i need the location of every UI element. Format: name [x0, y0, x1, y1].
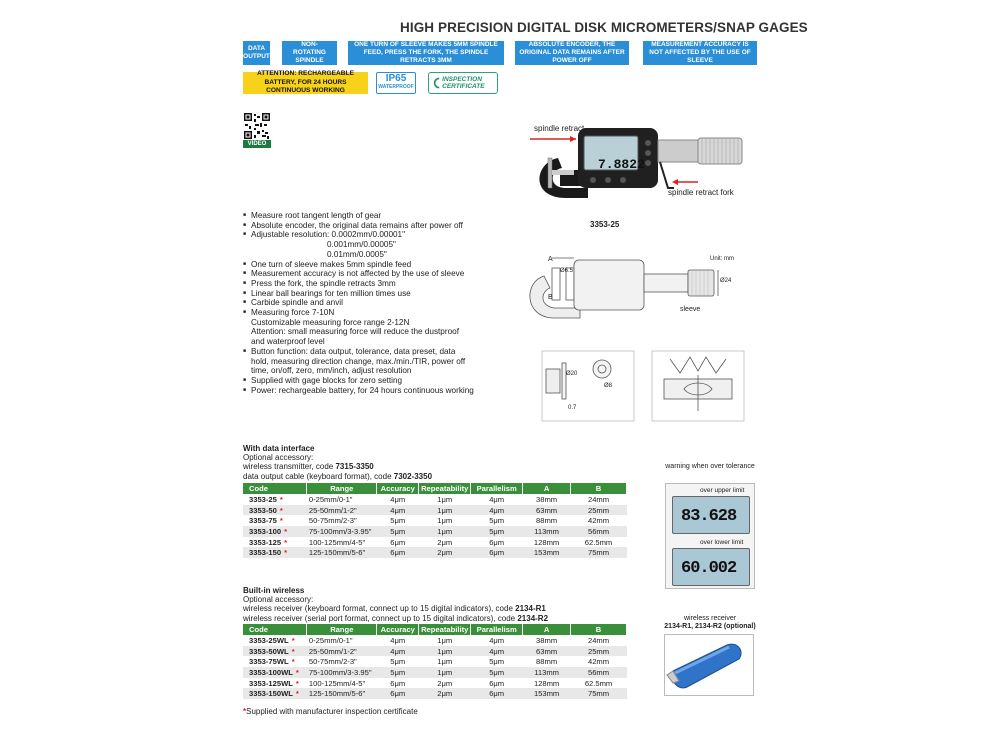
- cell-text: 88mm: [536, 657, 558, 667]
- inspection-certificate-badge: [428, 72, 498, 94]
- table-row: [243, 547, 627, 558]
- table-cell: [377, 547, 419, 558]
- cell-text: 63mm: [536, 505, 558, 515]
- cell-text: 50-75mm/2-3": [308, 516, 357, 526]
- table-cell: [571, 678, 627, 689]
- table-cell: [471, 646, 523, 657]
- footnote: [243, 707, 418, 716]
- certificate-star: *: [291, 635, 295, 645]
- dim-d4: Ø8: [604, 383, 613, 389]
- cell-text: 3353-50: [249, 505, 277, 515]
- resolution-extra-2: 0.01mm/0.0005": [327, 249, 387, 259]
- table-header-row: [243, 483, 627, 494]
- section1-line1: Optional accessory:: [243, 453, 314, 462]
- cell-text: 2μm: [437, 678, 453, 688]
- list-item: ■ Linear ball bearings for ten million times use: [243, 289, 543, 299]
- section-built-in-wireless: [243, 586, 643, 623]
- cell-text: 6μm: [390, 537, 406, 547]
- section2-line3-text: wireless receiver (serial port format, connect up to 15 digital indicators), code: [243, 613, 518, 623]
- table-header-cell: Repeatability: [419, 624, 471, 635]
- cell-text: 1μm: [437, 494, 453, 504]
- table-cell: [571, 667, 627, 678]
- table-cell: [307, 515, 377, 526]
- section1-line3-text: data output cable (keyboard format), code: [243, 471, 394, 481]
- table-cell: [571, 646, 627, 657]
- section-data-interface: [243, 444, 633, 481]
- table-cell: [419, 537, 471, 548]
- cell-text: 5μm: [390, 657, 406, 667]
- certificate-star: *: [279, 516, 283, 526]
- page-title: HIGH PRECISION DIGITAL DISK MICROMETERS/SNAP GAGES: [400, 20, 808, 35]
- table-cell: [419, 515, 471, 526]
- table-cell: [419, 635, 471, 646]
- table-header-cell: Code: [243, 624, 307, 635]
- unit-label: Unit: mm: [710, 256, 734, 262]
- cell-text: 3353-50WL: [249, 646, 289, 656]
- table-cell: [419, 494, 471, 505]
- cell-text: 75mm: [587, 548, 610, 558]
- code-cell: [243, 537, 307, 548]
- table-cell: [571, 515, 627, 526]
- cell-text: 4μm: [390, 635, 406, 645]
- upper-limit-label: over upper limit: [700, 487, 745, 494]
- table-cell: [471, 667, 523, 678]
- cell-text: 3353-75WL: [249, 657, 289, 667]
- lcd-lower: [672, 548, 750, 586]
- table-cell: [471, 526, 523, 537]
- table-cell: [471, 635, 523, 646]
- table-cell: [571, 494, 627, 505]
- list-item: ■ Measure root tangent length of gear: [243, 211, 543, 221]
- cell-text: 50-75mm/2-3": [308, 657, 357, 667]
- cell-text: 4μm: [489, 494, 505, 504]
- code-cell: [243, 494, 307, 505]
- table-row: [243, 667, 627, 678]
- cell-text: 3353-125: [249, 537, 282, 547]
- table-cell: [471, 494, 523, 505]
- table-cell: [419, 667, 471, 678]
- table-cell: [523, 635, 571, 646]
- table-header-cell: Accuracy: [377, 624, 419, 635]
- table-cell: [523, 515, 571, 526]
- code-cell: [243, 688, 307, 699]
- code-cell: [243, 635, 307, 646]
- table-header-cell: Repeatability: [419, 483, 471, 494]
- table-cell: [377, 526, 419, 537]
- table-cell: [307, 635, 377, 646]
- upper-value: 83.628: [681, 507, 737, 526]
- cell-text: 113mm: [534, 667, 559, 677]
- table-row: [243, 646, 627, 657]
- force-extra-3: and waterproof level: [251, 337, 325, 347]
- table-header-cell: Range: [307, 624, 377, 635]
- footnote-star: *: [243, 707, 247, 716]
- technical-drawing: [522, 256, 744, 336]
- table-cell: [377, 515, 419, 526]
- table-cell: [471, 505, 523, 516]
- cell-text: 125-150mm/5-6": [308, 689, 366, 699]
- table-row: [243, 635, 627, 646]
- qr-code[interactable]: [243, 112, 271, 148]
- table-cell: [419, 688, 471, 699]
- cell-text: 3353-25: [249, 494, 277, 504]
- table-row: [243, 505, 627, 516]
- cell-text: 4μm: [489, 646, 505, 656]
- warning-panel: [665, 483, 755, 589]
- section2-line2-text: wireless receiver (keyboard format, connect up to 15 digital indicators), code: [243, 604, 516, 614]
- table-cell: [471, 688, 523, 699]
- table-row: [243, 678, 627, 689]
- cell-text: 5μm: [390, 667, 406, 677]
- dim-d3: Ø20: [566, 371, 578, 377]
- code-cell: [243, 646, 307, 657]
- cell-text: 2μm: [437, 689, 453, 699]
- certificate-star: *: [295, 678, 299, 688]
- table-cell: [307, 494, 377, 505]
- battery-badge: ATTENTION: RECHARGEABLE BATTERY, FOR 24 HOURS CONTINUOUS WORKING: [243, 72, 368, 94]
- table-cell: [419, 505, 471, 516]
- certificate-star: *: [291, 646, 295, 656]
- code-cell: [243, 678, 307, 689]
- table-cell: [307, 526, 377, 537]
- section1-line2-text: wireless transmitter, code: [243, 462, 336, 472]
- cell-text: 25-50mm/1-2": [308, 505, 357, 515]
- cell-text: 56mm: [587, 526, 610, 536]
- table-cell: [307, 537, 377, 548]
- cell-text: 1μm: [437, 505, 453, 515]
- cell-text: 6μm: [489, 678, 505, 688]
- cell-text: 25mm: [587, 646, 610, 656]
- cell-text: 1μm: [437, 635, 453, 645]
- cell-text: 153mm: [533, 548, 560, 558]
- table-header-cell: Code: [243, 483, 307, 494]
- table-cell: [523, 537, 571, 548]
- cell-text: 1μm: [437, 516, 453, 526]
- feature-badge-data-output: DATA OUTPUT: [243, 41, 270, 65]
- table-header-cell: Range: [307, 483, 377, 494]
- cell-text: 153mm: [533, 689, 560, 699]
- feature-badge-accuracy: MEASUREMENT ACCURACY IS NOT AFFECTED BY THE USE OF SLEEVE: [643, 41, 757, 65]
- resolution-extra-1: 0.001mm/0.00005": [327, 240, 396, 250]
- usb-receiver-icon: [665, 635, 755, 697]
- table-cell: [307, 678, 377, 689]
- certificate-star: *: [284, 537, 288, 547]
- table-row: [243, 656, 627, 667]
- cell-text: 25-50mm/1-2": [308, 646, 357, 656]
- certificate-star: *: [295, 667, 299, 677]
- cell-text: 128mm: [533, 537, 560, 547]
- table-cell: [377, 494, 419, 505]
- cell-text: 3353-75: [249, 516, 277, 526]
- dim-d2: Ø24: [720, 278, 732, 284]
- certificate-icon: [432, 74, 441, 92]
- cell-text: 75-100mm/3-3.95": [308, 526, 372, 536]
- lcd-upper: [672, 496, 750, 534]
- table-cell: [523, 505, 571, 516]
- dim-d5: 0.7: [568, 405, 577, 411]
- spec-table-1: [243, 483, 627, 558]
- section1-line3: [243, 472, 633, 481]
- cell-text: 75mm: [587, 689, 610, 699]
- cell-text: 1μm: [437, 646, 453, 656]
- product-model: 3353-25: [590, 220, 620, 229]
- cell-text: 2μm: [437, 548, 453, 558]
- feature-badge-sleeve: ONE TURN OF SLEEVE MAKES 5MM SPINDLE FEED, PRESS THE FORK, THE SPINDLE RETRACTS 3MM: [348, 41, 504, 65]
- table-cell: [307, 547, 377, 558]
- code-cell: [243, 667, 307, 678]
- force-extra-1: Customizable measuring force range 2-12N: [251, 317, 410, 327]
- cell-text: 6μm: [390, 548, 406, 558]
- table-row: [243, 515, 627, 526]
- cell-text: 24mm: [587, 494, 610, 504]
- code-cell: [243, 526, 307, 537]
- table-row: [243, 688, 627, 699]
- table-cell: [571, 688, 627, 699]
- gear-drawing: [650, 349, 746, 423]
- table-cell: [523, 494, 571, 505]
- cell-text: 3353-125WL: [249, 678, 293, 688]
- detail-drawing-anvil: [540, 349, 636, 423]
- table-cell: [571, 526, 627, 537]
- cell-text: 128mm: [533, 678, 560, 688]
- table-header-cell: Parallelism: [471, 483, 523, 494]
- table-cell: [471, 515, 523, 526]
- table-cell: [419, 526, 471, 537]
- list-item: ■ Measurement accuracy is not affected by the use of sleeve: [243, 269, 543, 279]
- cell-text: 125-150mm/5-6": [308, 548, 366, 558]
- table-cell: [377, 656, 419, 667]
- detail-drawing-gear: [650, 349, 746, 423]
- cell-text: 62.5mm: [584, 678, 613, 688]
- receiver-codes: 2134-R1, 2134-R2 (optional): [664, 623, 756, 630]
- list-item: ■ Button function: data output, tolerance, data preset, data hold, measuring direction change, max./min./TIR, power off time, on/off, zero, mm/inch, adjust resolution: [243, 347, 473, 376]
- ip65-main: IP65: [385, 73, 407, 84]
- table-cell: [471, 537, 523, 548]
- cell-text: 1μm: [437, 657, 453, 667]
- cell-text: 6μm: [489, 548, 505, 558]
- feature-list: [243, 211, 543, 395]
- table-header-cell: Accuracy: [377, 483, 419, 494]
- table-header-row: [243, 624, 627, 635]
- lower-value: 60.002: [681, 559, 737, 578]
- code-cell: [243, 505, 307, 516]
- table-cell: [307, 667, 377, 678]
- cell-text: 56mm: [587, 667, 610, 677]
- code-cell: [243, 515, 307, 526]
- table-cell: [419, 547, 471, 558]
- cell-text: 88mm: [536, 516, 558, 526]
- table-cell: [471, 547, 523, 558]
- qr-code-icon: [243, 112, 271, 140]
- table-row: [243, 526, 627, 537]
- warning-title: warning when over tolerance: [665, 463, 755, 470]
- section2-line1: Optional accessory:: [243, 595, 314, 604]
- cell-text: 5μm: [390, 526, 406, 536]
- table-header-cell: Parallelism: [471, 624, 523, 635]
- cell-text: 1μm: [437, 667, 453, 677]
- dim-a: A: [548, 256, 553, 263]
- table-cell: [377, 688, 419, 699]
- table-cell: [523, 667, 571, 678]
- section1-code2: 7302-3350: [393, 471, 433, 481]
- cell-text: 100-125mm/4-5": [308, 678, 366, 688]
- table-cell: [523, 688, 571, 699]
- list-item: ■ Adjustable resolution: 0.0002mm/0.00001": [243, 230, 543, 240]
- dim-b: B: [548, 294, 553, 301]
- table-cell: [471, 678, 523, 689]
- table-cell: [377, 667, 419, 678]
- table-cell: [523, 678, 571, 689]
- cell-text: 3353-100: [249, 526, 282, 536]
- cell-text: 42mm: [587, 657, 610, 667]
- cell-text: 3353-25WL: [249, 635, 289, 645]
- section1-line2: [243, 462, 633, 471]
- list-item: ■ Supplied with gage blocks for zero setting: [243, 376, 543, 386]
- certificate-label: INSPECTION CERTIFICATE: [442, 76, 485, 90]
- cell-text: 5μm: [489, 657, 505, 667]
- table-cell: [419, 656, 471, 667]
- cell-text: 38mm: [536, 494, 558, 504]
- table-cell: [377, 537, 419, 548]
- table-row: [243, 494, 627, 505]
- cell-text: 100-125mm/4-5": [308, 537, 366, 547]
- certificate-star: *: [279, 505, 283, 515]
- cell-text: 3353-150WL: [249, 689, 293, 699]
- cell-text: 6μm: [489, 689, 505, 699]
- cell-text: 1μm: [437, 526, 453, 536]
- cell-text: 2μm: [437, 537, 453, 547]
- certificate-star: *: [295, 689, 299, 699]
- list-item: ■ Carbide spindle and anvil: [243, 298, 543, 308]
- drawing-outline: [522, 256, 744, 336]
- section2-line3: [243, 614, 643, 623]
- table-cell: [377, 505, 419, 516]
- section2-code1: 2134-R1: [515, 604, 546, 614]
- table-cell: [523, 656, 571, 667]
- table-cell: [419, 646, 471, 657]
- section1-code1: 7315-3350: [335, 462, 374, 472]
- receiver-label: wireless receiver: [683, 615, 737, 622]
- product-photo: [528, 118, 758, 206]
- feature-badge-non-rotating: NON-ROTATING SPINDLE: [282, 41, 337, 65]
- cell-text: 113mm: [534, 526, 559, 536]
- table-cell: [419, 678, 471, 689]
- receiver-photo: [664, 634, 754, 696]
- certificate-star: *: [284, 526, 288, 536]
- certificate-star: *: [284, 548, 288, 558]
- ip65-badge: [376, 72, 416, 94]
- cell-text: 38mm: [536, 635, 558, 645]
- table-cell: [377, 646, 419, 657]
- cell-text: 4μm: [390, 505, 406, 515]
- cell-text: 24mm: [587, 635, 610, 645]
- cell-text: 5μm: [489, 667, 505, 677]
- cell-text: 3353-150: [249, 548, 282, 558]
- cell-text: 0-25mm/0-1": [308, 494, 353, 504]
- lower-limit-label: over lower limit: [700, 539, 744, 546]
- list-item: ■ Press the fork, the spindle retracts 3mm: [243, 279, 543, 289]
- certificate-star: *: [279, 494, 283, 504]
- sleeve-label: sleeve: [680, 306, 701, 313]
- photo-display-value: 7.8822: [598, 157, 645, 172]
- list-item: ■ Absolute encoder, the original data remains after power off: [243, 221, 543, 231]
- section2-code2: 2134-R2: [517, 613, 549, 623]
- ip65-sub: WATERPROOF: [378, 84, 414, 90]
- list-item: ■ Power: rechargeable battery, for 24 hours continuous working: [243, 386, 543, 396]
- table-row: [243, 537, 627, 548]
- list-item: ■ Measuring force 7-10N: [243, 308, 543, 318]
- label-spindle-retract-fork: spindle retract fork: [668, 188, 734, 197]
- code-cell: [243, 656, 307, 667]
- table-header-cell: A: [523, 624, 571, 635]
- cell-text: 4μm: [390, 646, 406, 656]
- table-header-cell: A: [523, 483, 571, 494]
- cell-text: 62.5mm: [584, 537, 613, 547]
- cell-text: 6μm: [390, 678, 406, 688]
- table-header-cell: B: [571, 483, 627, 494]
- cell-text: 5μm: [489, 516, 505, 526]
- table-cell: [377, 635, 419, 646]
- cell-text: 4μm: [489, 505, 505, 515]
- table-cell: [523, 547, 571, 558]
- cell-text: 4μm: [390, 494, 406, 504]
- spec-table-2: [243, 624, 627, 699]
- table-cell: [571, 537, 627, 548]
- cell-text: 4μm: [489, 635, 505, 645]
- feature-badge-encoder: ABSOLUTE ENCODER, THE ORIGINAL DATA REMAINS AFTER POWER OFF: [515, 41, 629, 65]
- table-cell: [523, 646, 571, 657]
- table-header-cell: B: [571, 624, 627, 635]
- cell-text: 5μm: [390, 516, 406, 526]
- dim-d1: Ø6.5: [560, 268, 574, 274]
- label-spindle-retract: spindle retract: [534, 124, 585, 133]
- table-cell: [307, 505, 377, 516]
- cell-text: 3353-100WL: [249, 667, 293, 677]
- cell-text: 5μm: [489, 526, 505, 536]
- section1-heading: With data interface: [243, 444, 315, 453]
- section2-heading: Built-in wireless: [243, 586, 305, 595]
- cell-text: 0-25mm/0-1": [308, 635, 353, 645]
- cell-text: 42mm: [587, 516, 610, 526]
- cell-text: 25mm: [587, 505, 610, 515]
- certificate-star: *: [291, 657, 295, 667]
- table-cell: [307, 646, 377, 657]
- table-cell: [571, 656, 627, 667]
- table-cell: [571, 635, 627, 646]
- qr-video-label: VIDEO: [243, 140, 271, 148]
- cell-text: 6μm: [390, 689, 406, 699]
- anvil-drawing: [540, 349, 636, 423]
- cell-text: 63mm: [536, 646, 558, 656]
- footnote-text: Supplied with manufacturer inspection certificate: [246, 707, 418, 716]
- table-cell: [523, 526, 571, 537]
- cell-text: 6μm: [489, 537, 505, 547]
- list-item: ■ One turn of sleeve makes 5mm spindle feed: [243, 260, 543, 270]
- force-extra-2: Attention: small measuring force will reduce the dustproof: [251, 327, 459, 337]
- table-cell: [307, 688, 377, 699]
- table-cell: [377, 678, 419, 689]
- cell-text: 75-100mm/3-3.95": [308, 667, 372, 677]
- table-cell: [571, 505, 627, 516]
- table-cell: [307, 656, 377, 667]
- section2-line2: [243, 604, 643, 613]
- table-cell: [571, 547, 627, 558]
- table-cell: [471, 656, 523, 667]
- code-cell: [243, 547, 307, 558]
